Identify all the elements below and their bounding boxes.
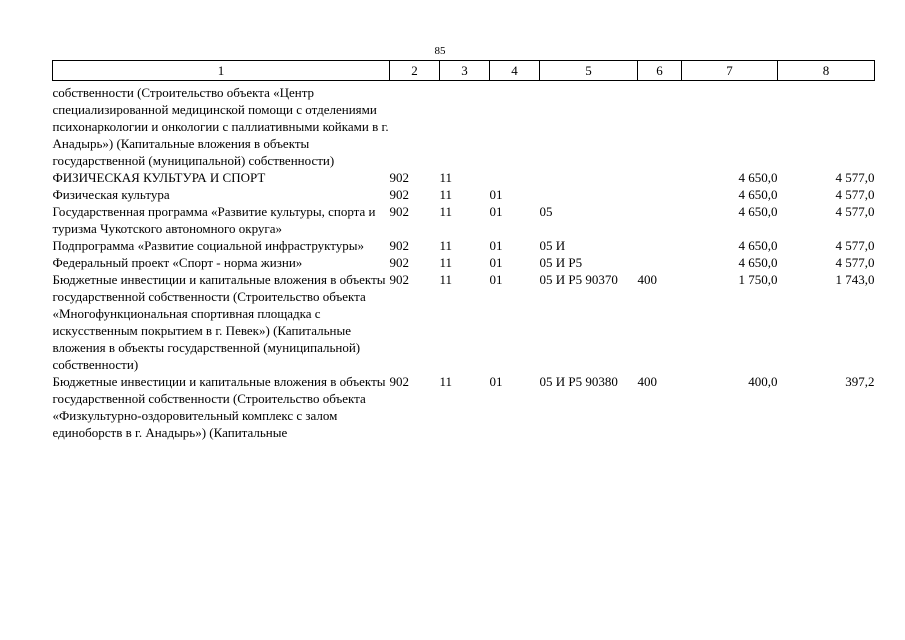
row-name: Бюджетные инвестиции и капитальные вложения в объекты государственной собственности (Строительство объекта «Физкультурно-оздоровительный комплекс с залом единоборств в г. Анадырь») (Капитальные [52, 374, 386, 440]
row-sum2: 4 577,0 [835, 238, 875, 253]
column-header-1: 1 [53, 61, 390, 81]
budget-table [52, 60, 875, 441]
row-target: 05 И Р5 90370 [539, 272, 618, 287]
column-header-6: 6 [638, 61, 682, 81]
table-row [53, 237, 875, 254]
row-section: 11 [439, 374, 453, 389]
row-vr: 400 [637, 374, 657, 389]
table-row [53, 203, 875, 237]
row-subsection [490, 84, 540, 169]
row-sum1: 4 650,0 [738, 204, 778, 219]
row-subsection: 01 [489, 374, 503, 389]
header-row [53, 61, 875, 81]
row-subsection [490, 169, 540, 186]
row-subsection: 01 [489, 272, 503, 287]
row-grbs [390, 84, 440, 169]
row-sum1: 4 650,0 [738, 238, 778, 253]
row-section: 11 [439, 238, 453, 253]
row-sum1: 4 650,0 [738, 255, 778, 270]
row-sum1: 4 650,0 [738, 170, 778, 185]
row-name: Государственная программа «Развитие культуры, спорта и туризма Чукотского автономного округа» [52, 204, 376, 236]
table-row [53, 373, 875, 441]
column-header-5: 5 [540, 61, 638, 81]
row-sum2: 4 577,0 [835, 204, 875, 219]
row-grbs: 902 [389, 272, 409, 287]
row-name: Подпрограмма «Развитие социальной инфраструктуры» [52, 238, 365, 253]
row-grbs: 902 [389, 374, 409, 389]
row-vr: 400 [637, 272, 657, 287]
row-section: 11 [439, 204, 453, 219]
column-header-8: 8 [778, 61, 875, 81]
row-name: Федеральный проект «Спорт - норма жизни» [52, 255, 303, 270]
table-row [53, 186, 875, 203]
row-subsection: 01 [489, 187, 503, 202]
row-section [440, 84, 490, 169]
row-sum2: 4 577,0 [835, 170, 875, 185]
row-name: собственности (Строительство объекта «Центр специализированной медицинской помощи с отделениями психонаркологии и онкологии с паллиативными койками в г. Анадырь») (Капитальные вложения в объекты государственной (муниципальной) собственности) [52, 85, 389, 168]
row-vr [638, 254, 682, 271]
row-subsection: 01 [489, 204, 503, 219]
row-target: 05 И Р5 [539, 255, 583, 270]
row-target: 05 И [539, 238, 566, 253]
row-sum1: 1 750,0 [738, 272, 778, 287]
row-sum1: 400,0 [748, 374, 778, 389]
row-sum2: 397,2 [845, 374, 875, 389]
row-target [540, 84, 638, 169]
table-row [53, 84, 875, 169]
row-sum2: 4 577,0 [835, 255, 875, 270]
row-vr [638, 203, 682, 237]
row-vr [638, 237, 682, 254]
row-target [540, 169, 638, 186]
row-grbs: 902 [389, 187, 409, 202]
row-vr [638, 84, 682, 169]
row-sum2: 1 743,0 [835, 272, 875, 287]
table-header [53, 61, 875, 81]
row-target [540, 186, 638, 203]
table-body [53, 81, 875, 442]
column-header-4: 4 [490, 61, 540, 81]
row-sum2: 4 577,0 [835, 187, 875, 202]
row-grbs: 902 [389, 255, 409, 270]
row-target: 05 [539, 204, 553, 219]
page-number: 85 [434, 45, 446, 57]
row-target: 05 И Р5 90380 [539, 374, 618, 389]
row-vr [638, 169, 682, 186]
table-row [53, 271, 875, 373]
row-vr [638, 186, 682, 203]
row-subsection: 01 [489, 255, 503, 270]
row-section: 11 [439, 187, 453, 202]
table-row [53, 254, 875, 271]
row-sum1: 4 650,0 [738, 187, 778, 202]
column-header-2: 2 [390, 61, 440, 81]
row-section: 11 [439, 170, 453, 185]
row-grbs: 902 [389, 204, 409, 219]
row-name: Бюджетные инвестиции и капитальные вложения в объекты государственной собственности (Строительство объекта «Многофункциональная спортивная площадка с искусственным покрытием в г. Певек») (Капитальные вложения в объекты государственной (муниципальной) собственности) [52, 272, 386, 372]
row-subsection: 01 [489, 238, 503, 253]
row-name: ФИЗИЧЕСКАЯ КУЛЬТУРА И СПОРТ [52, 170, 266, 185]
row-grbs: 902 [389, 170, 409, 185]
row-name: Физическая культура [52, 187, 170, 202]
row-section: 11 [439, 255, 453, 270]
column-header-3: 3 [440, 61, 490, 81]
table-row [53, 169, 875, 186]
row-sum1 [682, 84, 778, 169]
column-header-7: 7 [682, 61, 778, 81]
row-grbs: 902 [389, 238, 409, 253]
row-sum2 [778, 84, 875, 169]
row-section: 11 [439, 272, 453, 287]
